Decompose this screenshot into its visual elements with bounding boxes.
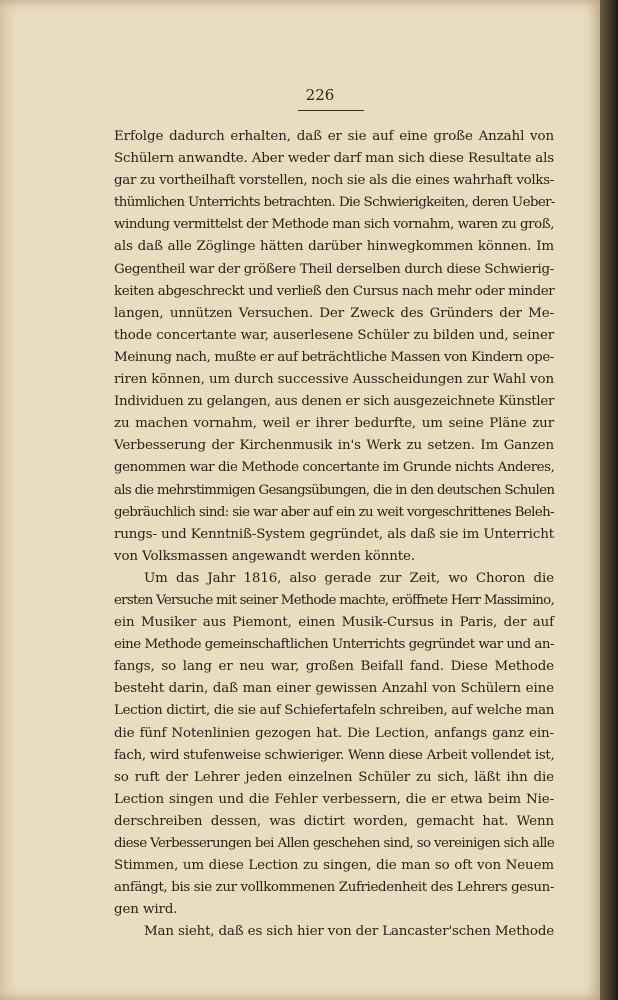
text-line: Verbesserung der Kirchenmusik in's Werk zu setzen. Im Ganzen xyxy=(114,438,554,454)
text-line: eine Methode gemeinschaftlichen Unterrichts gegründet war und an- xyxy=(114,637,554,653)
text-line: windung vermittelst der Methode man sich vornahm, waren zu groß, xyxy=(114,217,554,233)
text-line: riren können, um durch successive Ausscheidungen zur Wahl von xyxy=(114,372,554,388)
text-line: ersten Versuche mit seiner Methode machte, eröffnete Herr Massimino, xyxy=(114,592,554,608)
text-line: ein Musiker aus Piemont, einen Musik-Cursus in Paris, der auf xyxy=(114,615,554,631)
book-edge xyxy=(600,0,618,1000)
text-line: besteht darin, daß man einer gewissen Anzahl von Schülern eine xyxy=(114,681,554,697)
text-line: Schülern anwandte. Aber weder darf man sich diese Resultate als xyxy=(114,151,554,167)
text-line: Man sieht, daß es sich hier von der Lancaster'schen Methode xyxy=(144,924,555,940)
text-line: Erfolge dadurch erhalten, daß er sie auf eine große Anzahl von xyxy=(114,129,554,144)
text-line: gebräuchlich sind: sie war aber auf ein zu weit vorgeschrittenes Beleh- xyxy=(114,504,554,520)
text-line: diese Verbesserungen bei Allen geschehen sind, so vereinigen sich alle xyxy=(114,836,555,851)
text-line: Individuen zu gelangen, aus denen er sich ausgezeichnete Künstler xyxy=(114,394,555,410)
text-line: die fünf Notenlinien gezogen hat. Die Lection, anfangs ganz ein- xyxy=(114,725,554,741)
text-line: fach, wird stufenweise schwieriger. Wenn diese Arbeit vollendet ist, xyxy=(114,747,555,763)
text-line: als die mehrstimmigen Gesangsübungen, die in den deutschen Schulen xyxy=(114,482,555,498)
header-rule xyxy=(298,110,364,111)
text-line: Gegentheil war der größere Theil derselben durch diese Schwierig- xyxy=(114,261,554,277)
text-line: als daß alle Zöglinge hätten darüber hinwegkommen können. Im xyxy=(114,239,554,255)
text-line: Um das Jahr 1816, also gerade zur Zeit, wo Choron die xyxy=(144,570,554,586)
text-line: zu machen vornahm, weil er ihrer bedurfte, um seine Pläne zur xyxy=(114,416,554,432)
text-line: anfängt, bis sie zur vollkommenen Zufriedenheit des Lehrers gesun- xyxy=(114,880,554,896)
text-line: keiten abgeschreckt und verließ den Cursus nach mehr oder minder xyxy=(114,283,555,299)
text-line: rungs- und Kenntniß-System gegründet, als daß sie im Unterricht xyxy=(114,526,554,542)
text-line: gar zu vortheilhaft vorstellen, noch sie als die eines wahrhaft volks- xyxy=(114,173,554,189)
text-line: so ruft der Lehrer jeden einzelnen Schüler zu sich, läßt ihn die xyxy=(114,769,554,785)
text-line: Lection dictirt, die sie auf Schiefertafeln schreiben, auf welche man xyxy=(114,703,555,719)
page-number: 226 xyxy=(305,86,335,104)
text-line: Stimmen, um diese Lection zu singen, die man so oft von Neuem xyxy=(114,858,554,874)
body-text xyxy=(114,126,554,943)
text-line: gen wird. xyxy=(114,902,178,918)
text-line: von Volksmassen angewandt werden könnte. xyxy=(114,548,416,564)
text-line: Meinung nach, mußte er auf beträchtliche Massen von Kindern ope- xyxy=(114,349,554,365)
text-line: Lection singen und die Fehler verbessern, die er etwa beim Nie- xyxy=(114,791,554,807)
text-line: fangs, so lang er neu war, großen Beifall fand. Diese Methode xyxy=(114,659,554,675)
text-line: thode concertante war, auserlesene Schüler zu bilden und, seiner xyxy=(114,327,555,343)
text-line: genommen war die Methode concertante im Grunde nichts Anderes, xyxy=(114,460,555,476)
text-line: thümlichen Unterrichts betrachten. Die Schwierigkeiten, deren Ueber- xyxy=(114,195,555,211)
text-line: derschreiben dessen, was dictirt worden, gemacht hat. Wenn xyxy=(114,813,554,829)
text-line: langen, unnützen Versuchen. Der Zweck des Gründers der Me- xyxy=(114,305,554,321)
